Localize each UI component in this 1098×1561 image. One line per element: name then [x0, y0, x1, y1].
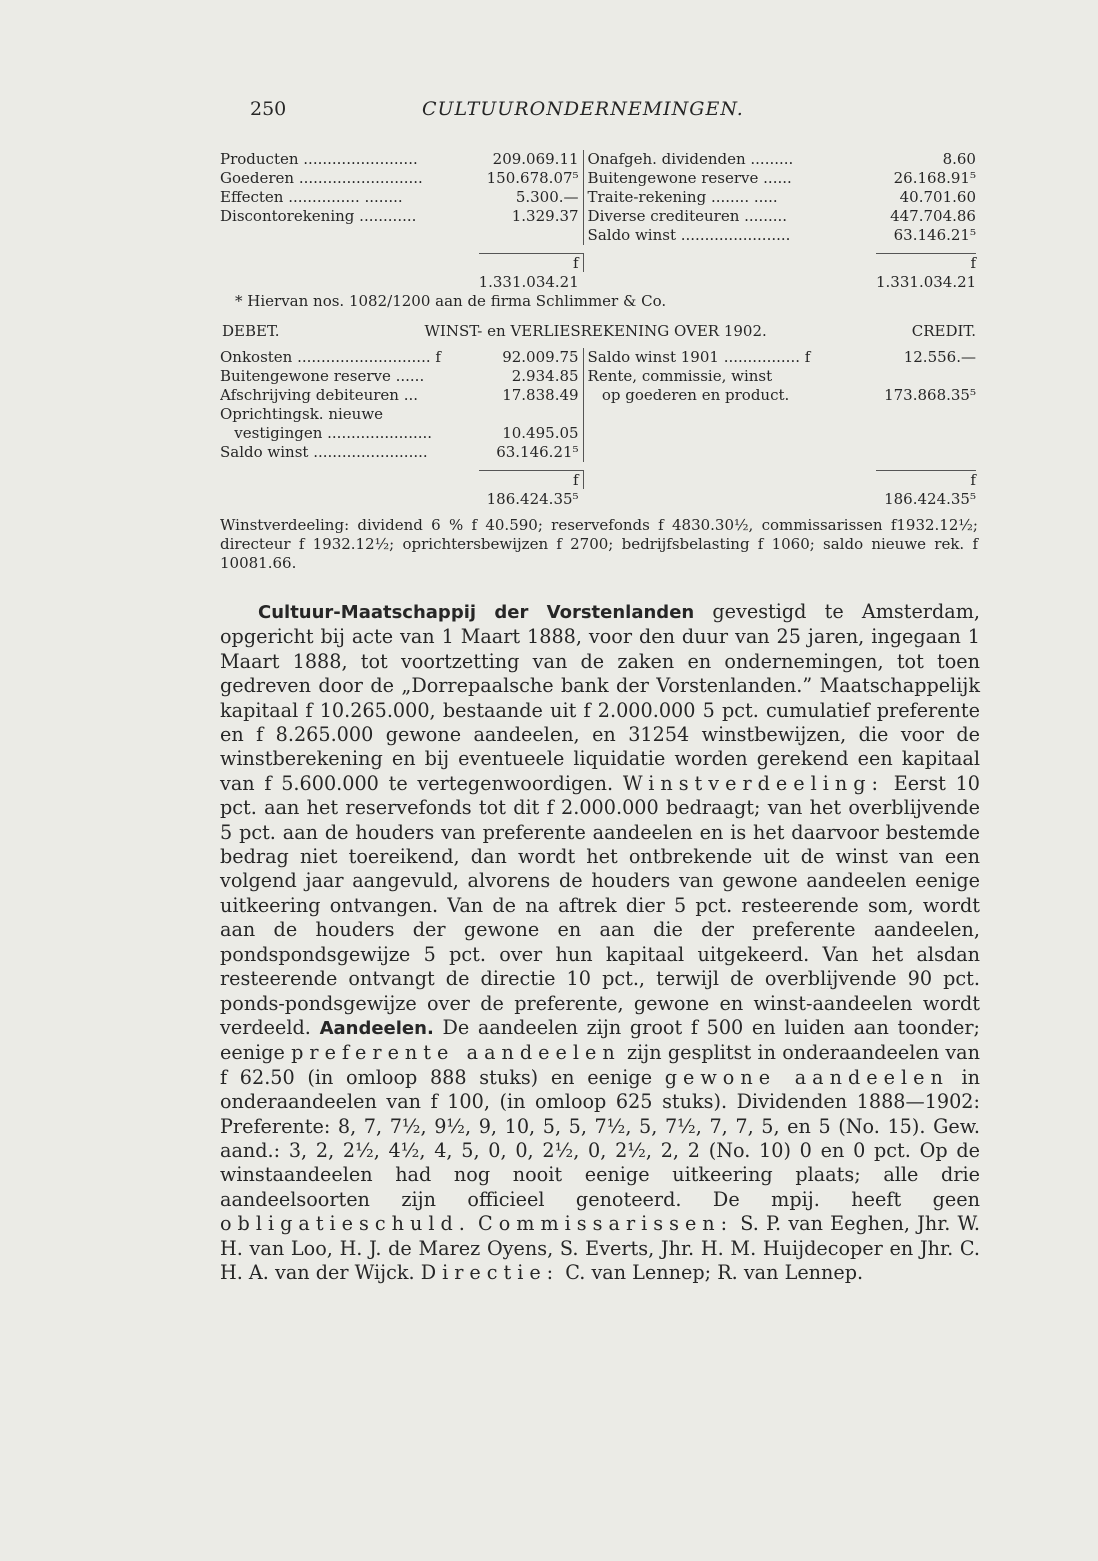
section-label: Aandeelen.: [319, 1017, 434, 1039]
cell-left-value: 209.069.11: [479, 150, 584, 169]
cell-right-value: 173.868.35⁵: [884, 386, 976, 404]
table-row: [220, 169, 976, 188]
running-title: CULTUURONDERNEMINGEN.: [422, 98, 744, 120]
cell-left: Oprichtingsk. nieuwe: [220, 405, 384, 423]
company-name: Cultuur-Maatschappij der Vorstenlanden: [258, 602, 695, 623]
spaced-label: preferente aandeelen: [291, 1041, 621, 1065]
cell-left: Saldo winst ........................: [220, 443, 428, 461]
cell-left: Discontorekening ............: [220, 207, 417, 225]
table-row: [220, 443, 976, 462]
cell-right: [584, 405, 877, 424]
table-row: [220, 348, 976, 367]
cell-left-value: [479, 405, 584, 424]
body-paragraph: [220, 600, 980, 1285]
text: Eerst 10 pct. aan het reservefonds tot dit f 2.000.000 bedraagt; van het overblijvende 5 pct. aan de houders van preferente aandeelen en is het daarvoor bestemde bedrag niet toereikend, dan wordt het ontbrekende uit de winst van een volgend jaar aangevuld, alvorens de houders van gewone aandeelen eenige uitkeering ontvangen. Van de na aftrek dier 5 pct. resteerende som, wordt aan de houders der gewone en aan die der preferente aandeelen, pondspondsgewijze 5 pct. over hun kapitaal uitgekeerd. Van het alsdan resteerende ontvangt de directie 10 pct., terwijl de overblijvende 90 pct. ponds-pondsgewijze over de preferente, gewone en winst-aandeelen wordt verdeeld.: [220, 771, 980, 1039]
cell-right-value: 40.701.60: [899, 188, 976, 206]
total-left: f 1.331.034.21: [479, 253, 584, 272]
spaced-label: Winstverdeeling:: [622, 771, 884, 795]
cell-right: [584, 424, 877, 443]
footnote: * Hiervan nos. 1082/1200 aan de firma Schlimmer & Co.: [235, 292, 667, 310]
cell-left-value: 63.146.21⁵: [479, 443, 584, 462]
cell-right-value: [876, 405, 976, 424]
credit-label: CREDIT.: [911, 322, 976, 340]
total-row: [220, 253, 977, 291]
text: De aandeelen zijn groot f 500 en luiden aan toonder; eenige: [220, 1015, 980, 1065]
cell-right-value: 26.168.91⁵: [893, 169, 976, 187]
cell-left: [220, 226, 479, 245]
text: S. P. van Eeghen, Jhr. W. H. van Loo, H. J. de Marez Oyens, S. Everts, Jhr. H. M. Huijdecoper en Jhr. C. H. A. van der Wijck.: [220, 1212, 980, 1284]
cell-left-value: 17.838.49: [479, 386, 584, 405]
winstverdeeling-text: Winstverdeeling: dividend 6 % f 40.590; reservefonds f 4830.30½, commissarissen f1932.12½; directeur f 1932.12½; oprichtersbewijzen f 2700; bedrijfsbelasting f 1060; saldo nieuwe rek. f 10081.66.: [220, 516, 978, 572]
cell-right: Saldo winst .......................: [587, 226, 791, 244]
cell-right: Rente, commissie, winst: [587, 367, 773, 385]
spaced-label: Directie:: [420, 1260, 560, 1284]
cell-right: [584, 443, 877, 462]
text: gevestigd te Amsterdam, opgericht bij acte van 1 Maart 1888, voor den duur van 25 jaren, ingegaan 1 Maart 1888, tot voortzetting van de zaken en ondernemingen, tot toen gedreven door de „Dorrepaalsche bank der Vorstenlanden.” Maatschappelijk kapitaal f 10.265.000, bestaande uit f 2.000.000 5 pct. cumulatief preferente en f 8.265.000 gewone aandeelen, en 31254 winstbewijzen, die voor de winstberekening en bij eventueele liquidatie worden gerekend een kapitaal van f 5.600.000 te vertegenwoordigen.: [220, 600, 980, 795]
table-row: [220, 226, 976, 245]
profit-loss-table: [220, 348, 976, 508]
cell-left: Buitengewone reserve ......: [220, 367, 425, 385]
cell-left-value: 5.300.—: [479, 188, 584, 207]
table-row: [220, 150, 976, 169]
cell-left: Onkosten ............................ f: [220, 348, 441, 366]
pl-title: WINST- en VERLIESREKENING OVER 1902.: [424, 322, 767, 340]
page-number: 250: [250, 98, 287, 120]
cell-right-value: 12.556.—: [903, 348, 976, 366]
cell-left-value: 10.495.05: [479, 424, 584, 443]
cell-left: vestigingen ......................: [220, 424, 433, 442]
cell-left-value: 150.678.07⁵: [479, 169, 584, 188]
cell-left: Goederen ..........................: [220, 169, 423, 187]
table-row: [220, 367, 976, 386]
cell-right: Onafgeh. dividenden .........: [587, 150, 794, 168]
table-row: [220, 207, 976, 226]
table-row: [220, 188, 976, 207]
cell-left: Afschrijving debiteuren ...: [220, 386, 419, 404]
cell-left-value: 1.329.37: [479, 207, 584, 226]
spaced-label: obligatieschuld.: [220, 1212, 471, 1236]
total-left: f 186.424.35⁵: [479, 470, 584, 489]
cell-left: Effecten ............... ........: [220, 188, 403, 206]
text: zijn gesplitst in onderaandeelen van f 62.50 (in omloop 888 stuks) en eenige: [220, 1041, 980, 1089]
cell-left-value: [479, 226, 584, 245]
cell-left-value: 2.934.85: [479, 367, 584, 386]
cell-right-value: 447.704.86: [890, 207, 976, 225]
cell-right: Traite-rekening ........ .....: [587, 188, 778, 206]
total-row: [220, 470, 976, 508]
cell-left-value: 92.009.75: [479, 348, 584, 367]
cell-right: Buitengewone reserve ......: [587, 169, 792, 187]
cell-right-value: [876, 424, 976, 443]
cell-right-value: 63.146.21⁵: [893, 226, 976, 244]
table-row: [220, 424, 976, 443]
cell-right: Diverse crediteuren .........: [587, 207, 788, 225]
spaced-label: gewone aandeelen: [664, 1065, 949, 1089]
total-right: f 1.331.034.21: [876, 254, 977, 291]
cell-right: op goederen en product.: [587, 386, 790, 404]
balance-table: [220, 150, 977, 291]
table-row: [220, 386, 976, 405]
table-row: [220, 405, 976, 424]
cell-right-value: 8.60: [942, 150, 976, 168]
cell-right-value: [876, 443, 976, 462]
text: C. van Lennep; R. van Lennep.: [559, 1260, 864, 1284]
total-right: f 186.424.35⁵: [876, 470, 976, 489]
cell-left: Producten ........................: [220, 150, 418, 168]
cell-right-value: [876, 367, 976, 386]
cell-right: Saldo winst 1901 ................ f: [587, 348, 811, 366]
text: in onderaandeelen van f 100, (in omloop 625 stuks). Dividenden 1888—1902: Preferente: 8, 7, 7½, 9½, 9, 10, 5, 5, 7½, 5, 7½, 7, 7, 5, en 5 (No. 15). Gew. aand.: 3, 2, 2½, 4½, 4, 5, 0, 0, 2½, 0, 2½, 2, 2 (No. 10) 0 en 0 pct. Op de winstaandeelen had nog nooit eenige uitkeering plaats; alle drie aandeelsoorten zijn officieel genoteerd. De mpij. heeft geen: [220, 1065, 980, 1211]
debet-label: DEBET.: [222, 322, 280, 340]
spaced-label: Commissarissen:: [478, 1212, 734, 1236]
text: [471, 1212, 478, 1235]
pl-title-row: [222, 322, 976, 340]
